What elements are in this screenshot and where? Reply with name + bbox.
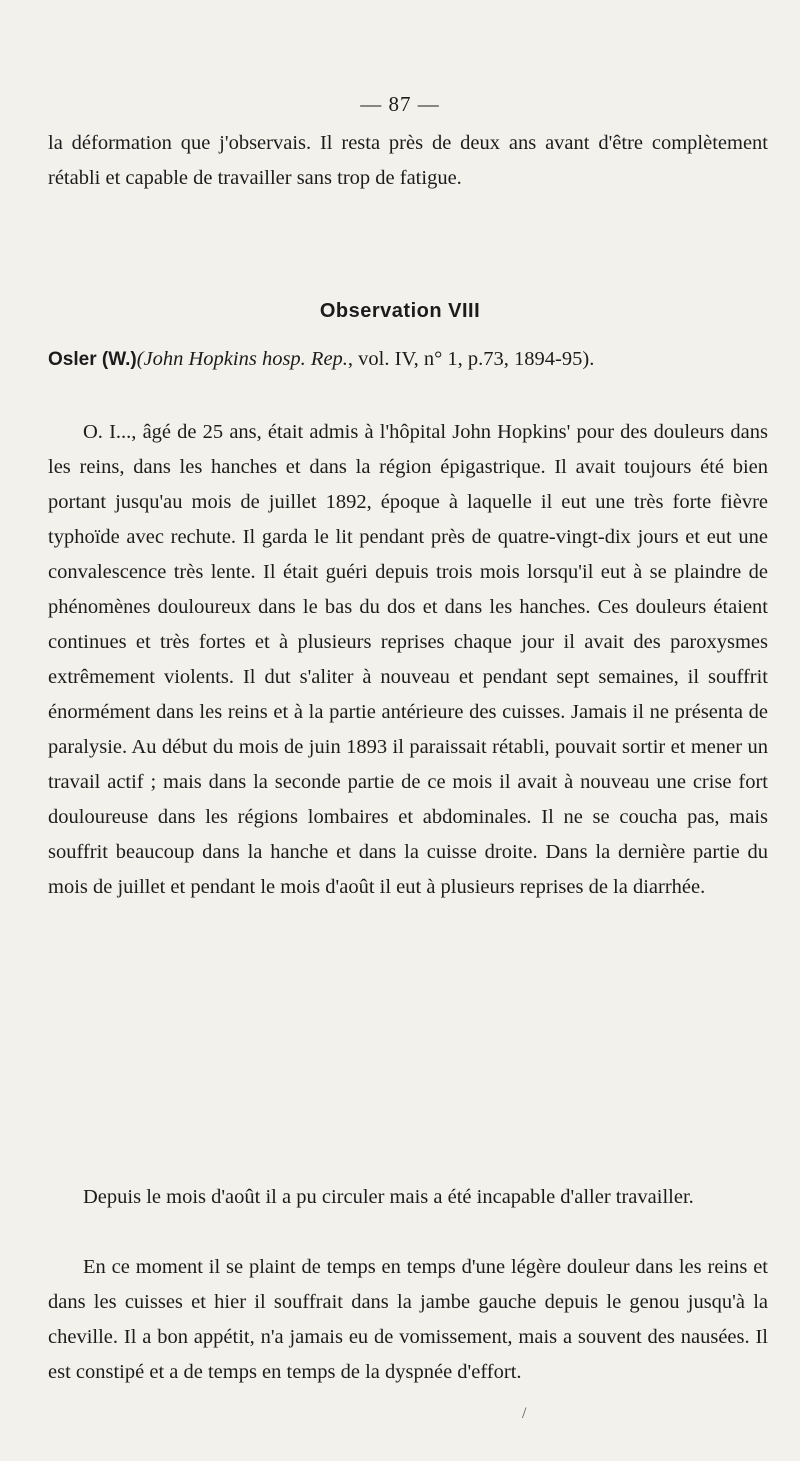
paragraph-august: Depuis le mois d'août il a pu circuler mais a été incapable d'aller travailler. [83, 1186, 694, 1208]
paragraph-current-state: En ce moment il se plaint de temps en temps d'une légère douleur dans les reins et dans les cuisses et hier il souffrait dans la jambe gauche depuis le genou jusqu'à la cheville. Il a bon appétit, n'a jamais eu de vomissement, mais a souvent des nausées. Il est constipé et a de temps en temps de la dyspnée d'effort. [48, 1256, 768, 1383]
reference-journal: (John Hopkins hosp. Rep. [136, 348, 348, 370]
observation-reference [48, 348, 788, 371]
reference-author: Osler (W.) [48, 349, 137, 370]
paragraph-continuation: la déformation que j'observais. Il resta près de deux ans avant d'être complètement rétabli et capable de travailler sans trop de fatigue. [48, 132, 768, 189]
stray-mark: / [522, 1405, 527, 1422]
reference-details: , vol. IV, n° 1, p.73, 1894-95). [347, 348, 595, 370]
page-number: — 87 — [360, 92, 440, 116]
observation-heading: Observation VIII [319, 300, 481, 322]
paragraph-case-history: O. I..., âgé de 25 ans, était admis à l'hôpital John Hopkins' pour des douleurs dans les reins, dans les hanches et dans la région épigastrique. Il avait toujours été bien portant jusqu'au mois de juillet 1892, époque à laquelle il eut une très forte fièvre typhoïde avec rechute. Il garda le lit pendant près de quatre-vingt-dix jours et eut une convalescence très lente. Il était guéri depuis trois mois lorsqu'il eut à se plaindre de phénomènes douloureux dans le bas du dos et dans les hanches. Ces douleurs étaient continues et très fortes et à plusieurs reprises chaque jour il avait des paroxysmes extrêmement violents. Il dut s'aliter à nouveau et pendant sept semaines, il souffrit énormément dans les reins et à la partie antérieure des cuisses. Jamais il ne présenta de paralysie. Au début du mois de juin 1893 il paraissait rétabli, pouvait sortir et mener un travail actif ; mais dans la seconde partie de ce mois il avait à nouveau une crise fort douloureuse dans les régions lombaires et abdominales. Il ne se coucha pas, mais souffrit beaucoup dans la hanche et dans la cuisse droite. Dans la dernière partie du mois de juillet et pendant le mois d'août il eut à plusieurs reprises de la diarrhée. [48, 421, 768, 898]
